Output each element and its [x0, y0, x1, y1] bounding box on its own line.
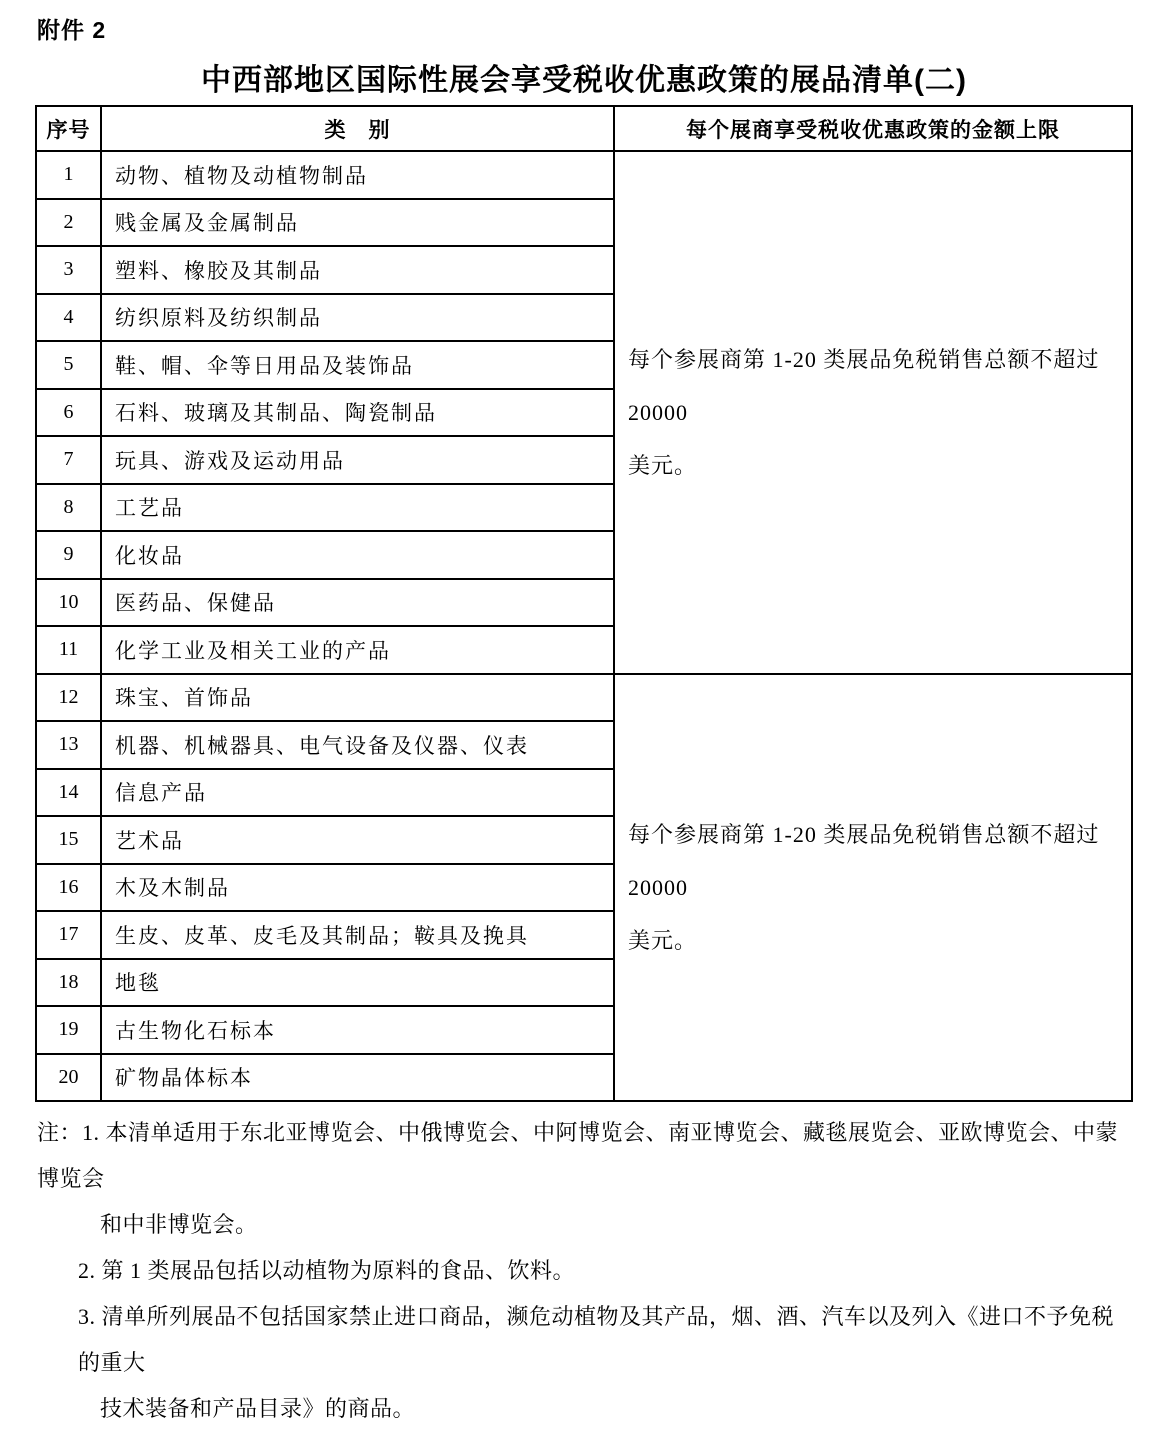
row-number: 7 — [36, 436, 101, 484]
row-number: 6 — [36, 389, 101, 437]
row-category: 艺术品 — [101, 816, 614, 864]
row-category: 医药品、保健品 — [101, 579, 614, 627]
note-line: 2. 第 1 类展品包括以动植物为原料的食品、饮料。 — [78, 1258, 576, 1283]
row-number: 12 — [36, 674, 101, 722]
row-number: 18 — [36, 959, 101, 1007]
table-header-row — [36, 106, 1132, 151]
limit-text-line: 美元。 — [628, 927, 698, 953]
row-category: 古生物化石标本 — [101, 1006, 614, 1054]
header-no: 序号 — [36, 106, 101, 151]
row-number: 9 — [36, 531, 101, 579]
row-category: 地毯 — [101, 959, 614, 1007]
row-number: 4 — [36, 294, 101, 342]
row-category: 机器、机械器具、电气设备及仪器、仪表 — [101, 721, 614, 769]
attachment-label: 附件 2 — [37, 17, 107, 43]
row-number: 20 — [36, 1054, 101, 1102]
table-row — [36, 674, 1132, 722]
row-number: 2 — [36, 199, 101, 247]
header-category: 类 别 — [101, 106, 614, 151]
limit-cell-group2 — [614, 674, 1132, 1102]
row-category: 动物、植物及动植物制品 — [101, 151, 614, 199]
row-number: 15 — [36, 816, 101, 864]
row-category: 信息产品 — [101, 769, 614, 817]
limit-text-line: 每个参展商第 1-20 类展品免税销售总额不超过 20000 — [628, 346, 1100, 425]
exhibits-table-wrap — [35, 105, 1131, 1102]
row-category: 矿物晶体标本 — [101, 1054, 614, 1102]
limit-text-line: 美元。 — [628, 452, 698, 478]
row-number: 5 — [36, 341, 101, 389]
row-category: 纺织原料及纺织制品 — [101, 294, 614, 342]
table-row — [36, 151, 1132, 199]
notes-section — [0, 1110, 1168, 1432]
row-category: 塑料、橡胶及其制品 — [101, 246, 614, 294]
row-category: 工艺品 — [101, 484, 614, 532]
header-limit: 每个展商享受税收优惠政策的金额上限 — [614, 106, 1132, 151]
limit-cell-group1 — [614, 151, 1132, 674]
row-number: 8 — [36, 484, 101, 532]
row-category: 玩具、游戏及运动用品 — [101, 436, 614, 484]
note-line: 注：1. 本清单适用于东北亚博览会、中俄博览会、中阿博览会、南亚博览会、藏毯展览会、亚欧博览会、中蒙博览会 — [37, 1120, 1119, 1191]
limit-text-line: 每个参展商第 1-20 类展品免税销售总额不超过 20000 — [628, 821, 1100, 900]
row-number: 17 — [36, 911, 101, 959]
exhibits-table — [35, 105, 1133, 1102]
row-number: 1 — [36, 151, 101, 199]
row-category: 石料、玻璃及其制品、陶瓷制品 — [101, 389, 614, 437]
row-category: 贱金属及金属制品 — [101, 199, 614, 247]
row-number: 11 — [36, 626, 101, 674]
note-line: 3. 清单所列展品不包括国家禁止进口商品，濒危动植物及其产品，烟、酒、汽车以及列入《进口不予免税的重大 — [78, 1304, 1115, 1375]
note-line: 和中非博览会。 — [100, 1212, 258, 1237]
row-number: 19 — [36, 1006, 101, 1054]
page-title: 中西部地区国际性展会享受税收优惠政策的展品清单(二) — [201, 64, 967, 97]
note-line: 技术装备和产品目录》的商品。 — [100, 1396, 416, 1421]
row-category: 化妆品 — [101, 531, 614, 579]
row-number: 13 — [36, 721, 101, 769]
row-number: 10 — [36, 579, 101, 627]
row-category: 生皮、皮革、皮毛及其制品；鞍具及挽具 — [101, 911, 614, 959]
row-number: 14 — [36, 769, 101, 817]
row-number: 3 — [36, 246, 101, 294]
row-category: 珠宝、首饰品 — [101, 674, 614, 722]
row-category: 化学工业及相关工业的产品 — [101, 626, 614, 674]
row-category: 鞋、帽、伞等日用品及装饰品 — [101, 341, 614, 389]
row-category: 木及木制品 — [101, 864, 614, 912]
row-number: 16 — [36, 864, 101, 912]
